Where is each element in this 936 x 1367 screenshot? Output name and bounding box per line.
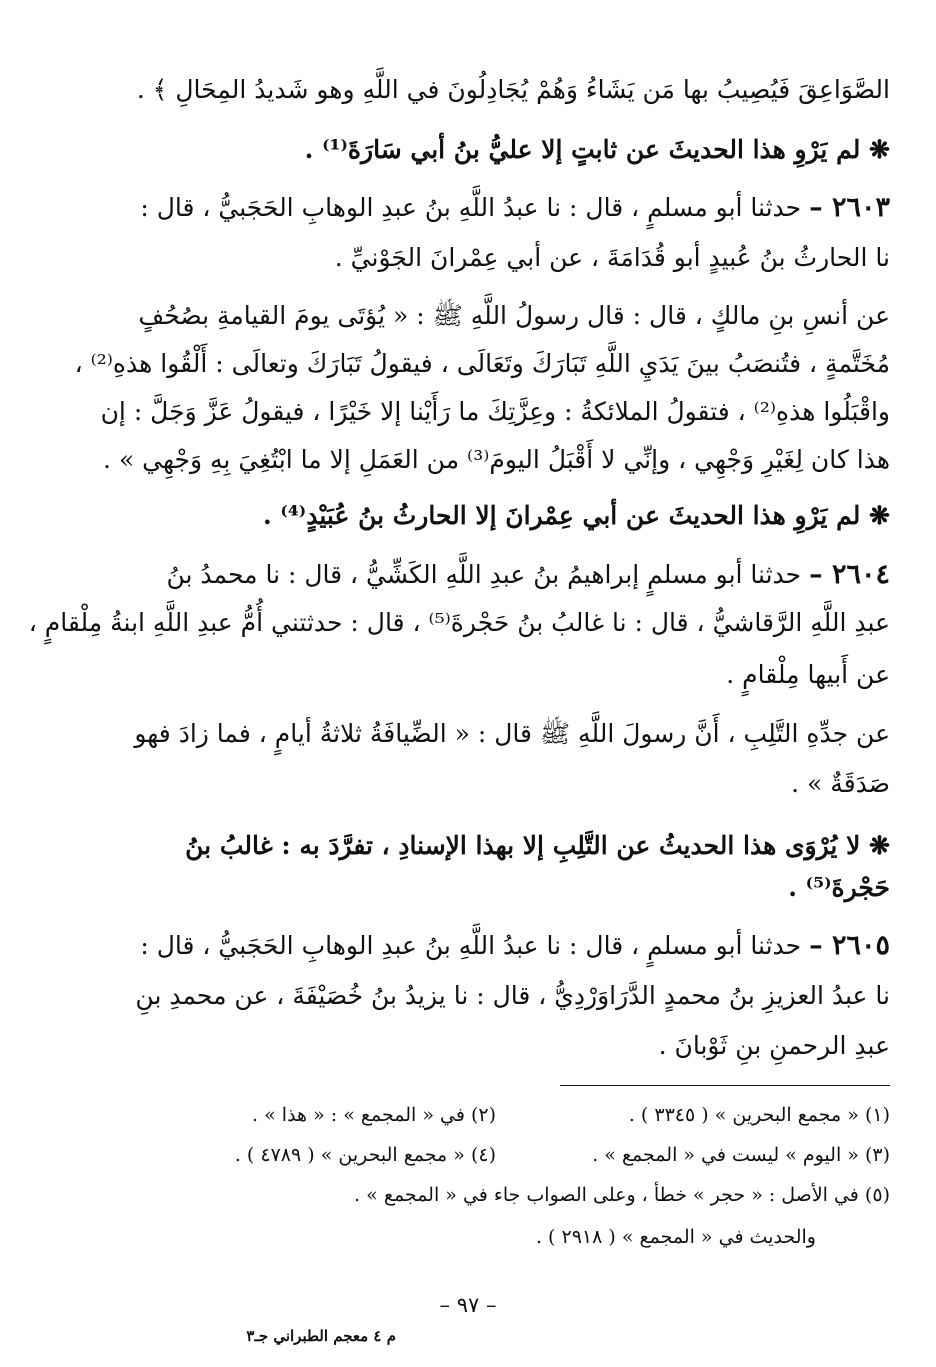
footnote-5-continued: والحديث في « المجمع » ( ٢٩١٨ ) . — [535, 1226, 816, 1248]
hadith-number: ٢٦٠٥ – — [809, 930, 890, 961]
text-line: واقْبَلُوا هذهِ⁽²⁾ ، فتقولُ الملائكةُ : وعِزَّتِكَ ما رَأَيْنا إلا خَيْرًا ، فيقولُ عَزَّ وَجَلَّ : إن — [100, 397, 890, 426]
hadith-number: ٢٦٠٣ – — [809, 192, 890, 223]
hadith-commentary: ❋ لم يَرْوِ هذا الحديثَ عن ثابتٍ إلا عليُّ بنُ أبي سَارَةَ⁽¹⁾ . — [304, 135, 890, 164]
printer-signature: م ٤ معجم الطبراني جـ٣ — [246, 1327, 396, 1345]
text-line: عن أنسِ بنِ مالكٍ ، قال : قال رسولُ اللَّهِ ﷺ : « يُؤتَى يومَ القيامةِ بصُحُفٍ — [138, 301, 890, 330]
footnote-1: (١) « مجمع البحرين » ( ٣٣٤٥ ) . — [628, 1104, 890, 1126]
page-number: – ٩٧ – — [439, 1293, 497, 1317]
hadith-commentary: حَجْرةَ⁽⁵⁾ . — [788, 873, 890, 902]
text-line: عن جدِّهِ التَّلِبِ ، أَنَّ رسولَ اللَّهِ ﷺ قال : « الضِّيافَةُ ثلاثةُ أيامٍ ، فما زادَ فهو — [134, 719, 890, 748]
hadith-header — [58, 555, 890, 595]
footnote-divider — [560, 1085, 890, 1086]
footnote-4: (٤) « مجمع البحرين » ( ٤٧٨٩ ) . — [234, 1144, 496, 1166]
hadith-chain: حدثنا أبو مسلمٍ ، قال : نا عبدُ اللَّهِ بنُ عبدِ الوهابِ الحَجَبيُّ ، قال : — [140, 193, 802, 222]
text-line: نا الحارثُ بنُ عُبيدٍ أبو قُدَامَةَ ، عن أبي عِمْرانَ الجَوْنيِّ . — [334, 243, 890, 272]
hadith-chain: حدثنا أبو مسلمٍ ، قال : نا عبدُ اللَّهِ بنُ عبدِ الوهابِ الحَجَبيُّ ، قال : — [140, 931, 802, 960]
hadith-header — [58, 188, 890, 228]
text-line: عبدِ الرحمنِ بنِ ثَوْبانَ . — [658, 1031, 890, 1060]
text-line: صَدَقَةٌ » . — [791, 769, 890, 798]
text-line: عبدِ اللَّهِ الرَّقاشيُّ ، قال : نا غالبُ بنُ حَجْرةَ⁽⁵⁾ ، قال : حدثتني أُمُّ عبدِ اللَّهِ ابنةُ مِلْقامٍ ، — [28, 608, 890, 637]
hadith-chain: حدثنا أبو مسلمٍ إبراهيمُ بنُ عبدِ اللَّهِ الكَشِّيُّ ، قال : نا محمدُ بنُ — [166, 560, 802, 589]
hadith-header — [58, 926, 890, 966]
footnote-5: (٥) في الأصل : « حجر » خطأ ، وعلى الصواب جاء في « المجمع » . — [354, 1184, 890, 1206]
text-line: نا عبدُ العزيزِ بنُ محمدٍ الدَّرَاوَرْدِيُّ ، قال : نا يزيدُ بنُ خُصَيْفَةَ ، عن محمدِ بنِ — [135, 981, 890, 1010]
text-line: عن أَبيها مِلْقامٍ . — [726, 660, 890, 689]
text-line: مُخَتَّمةٍ ، فتُنصَبُ بينَ يَدَيِ اللَّهِ تَبَارَكَ وتَعَالَى ، فيقولُ تَبَارَكَ وتعالَى : أَلْقُوا هذهِ⁽²⁾ ، — [74, 349, 890, 378]
footnote-2: (٢) في « المجمع » : « هذا » . — [252, 1104, 496, 1126]
hadith-commentary: ❋ لم يَرْوِ هذا الحديثَ عن أبي عِمْرانَ إلا الحارثُ بنُ عُبَيْدٍ⁽⁴⁾ . — [262, 501, 890, 530]
hadith-number: ٢٦٠٤ – — [809, 559, 890, 590]
text-line: هذا كان لِغَيْرِ وَجْهِي ، وإنِّي لا أَقْبَلُ اليومَ⁽³⁾ من العَمَلِ إلا ما ابْتُغِيَ بِهِ وَجْهِي » . — [103, 445, 890, 474]
text-line: الصَّوَاعِقَ فَيُصِيبُ بها مَن يَشَاءُ وَهُمْ يُجَادِلُونَ في اللَّهِ وهو شَديدُ المِحَالِ ﴾ . — [136, 75, 890, 104]
footnote-3: (٣) « اليوم » ليست في « المجمع » . — [592, 1144, 890, 1166]
hadith-commentary: ❋ لا يُرْوَى هذا الحديثُ عن التَّلِبِ إلا بهذا الإسنادِ ، تفرَّدَ به : غالبُ بنُ — [185, 831, 890, 860]
